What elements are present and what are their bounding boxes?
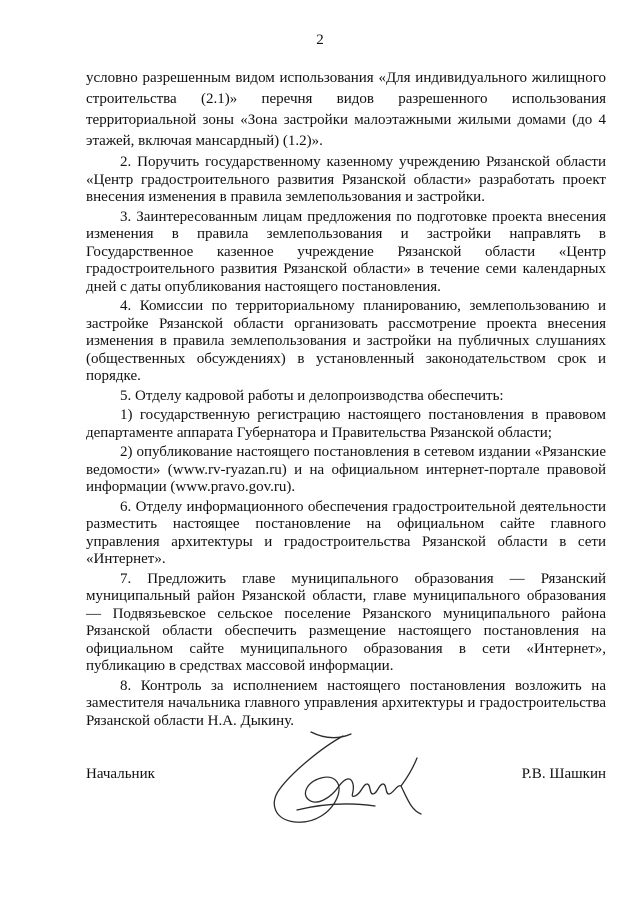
- paragraph-item-4: 4. Комиссии по территориальному планированию, землепользованию и застройке Рязанской области организовать рассмотрение проекта внесения изменения в правила землепользования и застройки на публичных слушаниях (общественных обсуждениях) в установленный законодательством срок и порядке.: [86, 298, 606, 384]
- paragraph-item-8: 8. Контроль за исполнением настоящего постановления возложить на заместителя начальника главного управления архитектуры и градостроительства Рязанской области Н.А. Дыкину.: [86, 677, 606, 729]
- paragraph-item-3: 3. Заинтересованным лицам предложения по подготовке проекта внесения изменения в правила землепользования и застройки направлять в Государственное казенное учреждение Рязанской области «Центр градостроительного развития Рязанской области» в течение семи календарных дней с даты опубликования настоящего постановления.: [86, 208, 606, 295]
- page-number: 2: [316, 32, 324, 48]
- signatory-name: Р.В. Шашкин: [521, 766, 606, 782]
- paragraph-subitem-1: 1) государственную регистрацию настоящего постановления в правовом департаменте аппарата Губернатора и Правительства Рязанской области;: [86, 407, 606, 441]
- paragraph-item-5: 5. Отделу кадровой работы и делопроизводства обеспечить:: [120, 387, 504, 404]
- paragraph-subitem-2: 2) опубликование настоящего постановления в сетевом издании «Рязанские ведомости» (www.rv-ryazan.ru) и на официальном интернет-портале правовой информации (www.pravo.gov.ru).: [86, 444, 606, 495]
- paragraph-item-7: 7. Предложить главе муниципального образования — Рязанский муниципальный район Рязанской области, главе муниципального образования — Подвязьевское сельское поселение Рязанского муниципального района Рязанской области обеспечить размещение настоящего постановления на официальном сайте муниципального образования в сети «Интернет», публикацию в средствах массовой информации.: [86, 570, 606, 674]
- signatory-title: Начальник: [86, 766, 155, 782]
- document-body: [86, 68, 606, 732]
- signature-block: [86, 728, 606, 838]
- paragraph-item-6: 6. Отделу информационного обеспечения градостроительной деятельности разместить настоящее постановление на официальном сайте главного управления архитектуры и градостроительства Рязанской области в сети «Интернет».: [86, 498, 606, 567]
- handwritten-signature: [251, 728, 451, 833]
- paragraph-continuation: условно разрешенным видом использования «Для индивидуального жилищного строительства (2.1)» перечня видов разрешенного использования территориальной зоны «Зона застройки малоэтажными жилыми домами (до 4 этажей, включая мансардный) (1.2)».: [86, 70, 606, 149]
- paragraph-item-2: 2. Поручить государственному казенному учреждению Рязанской области «Центр градостроительного развития Рязанской области» разработать проект внесения изменения в правила землепользования и застройки.: [86, 154, 606, 205]
